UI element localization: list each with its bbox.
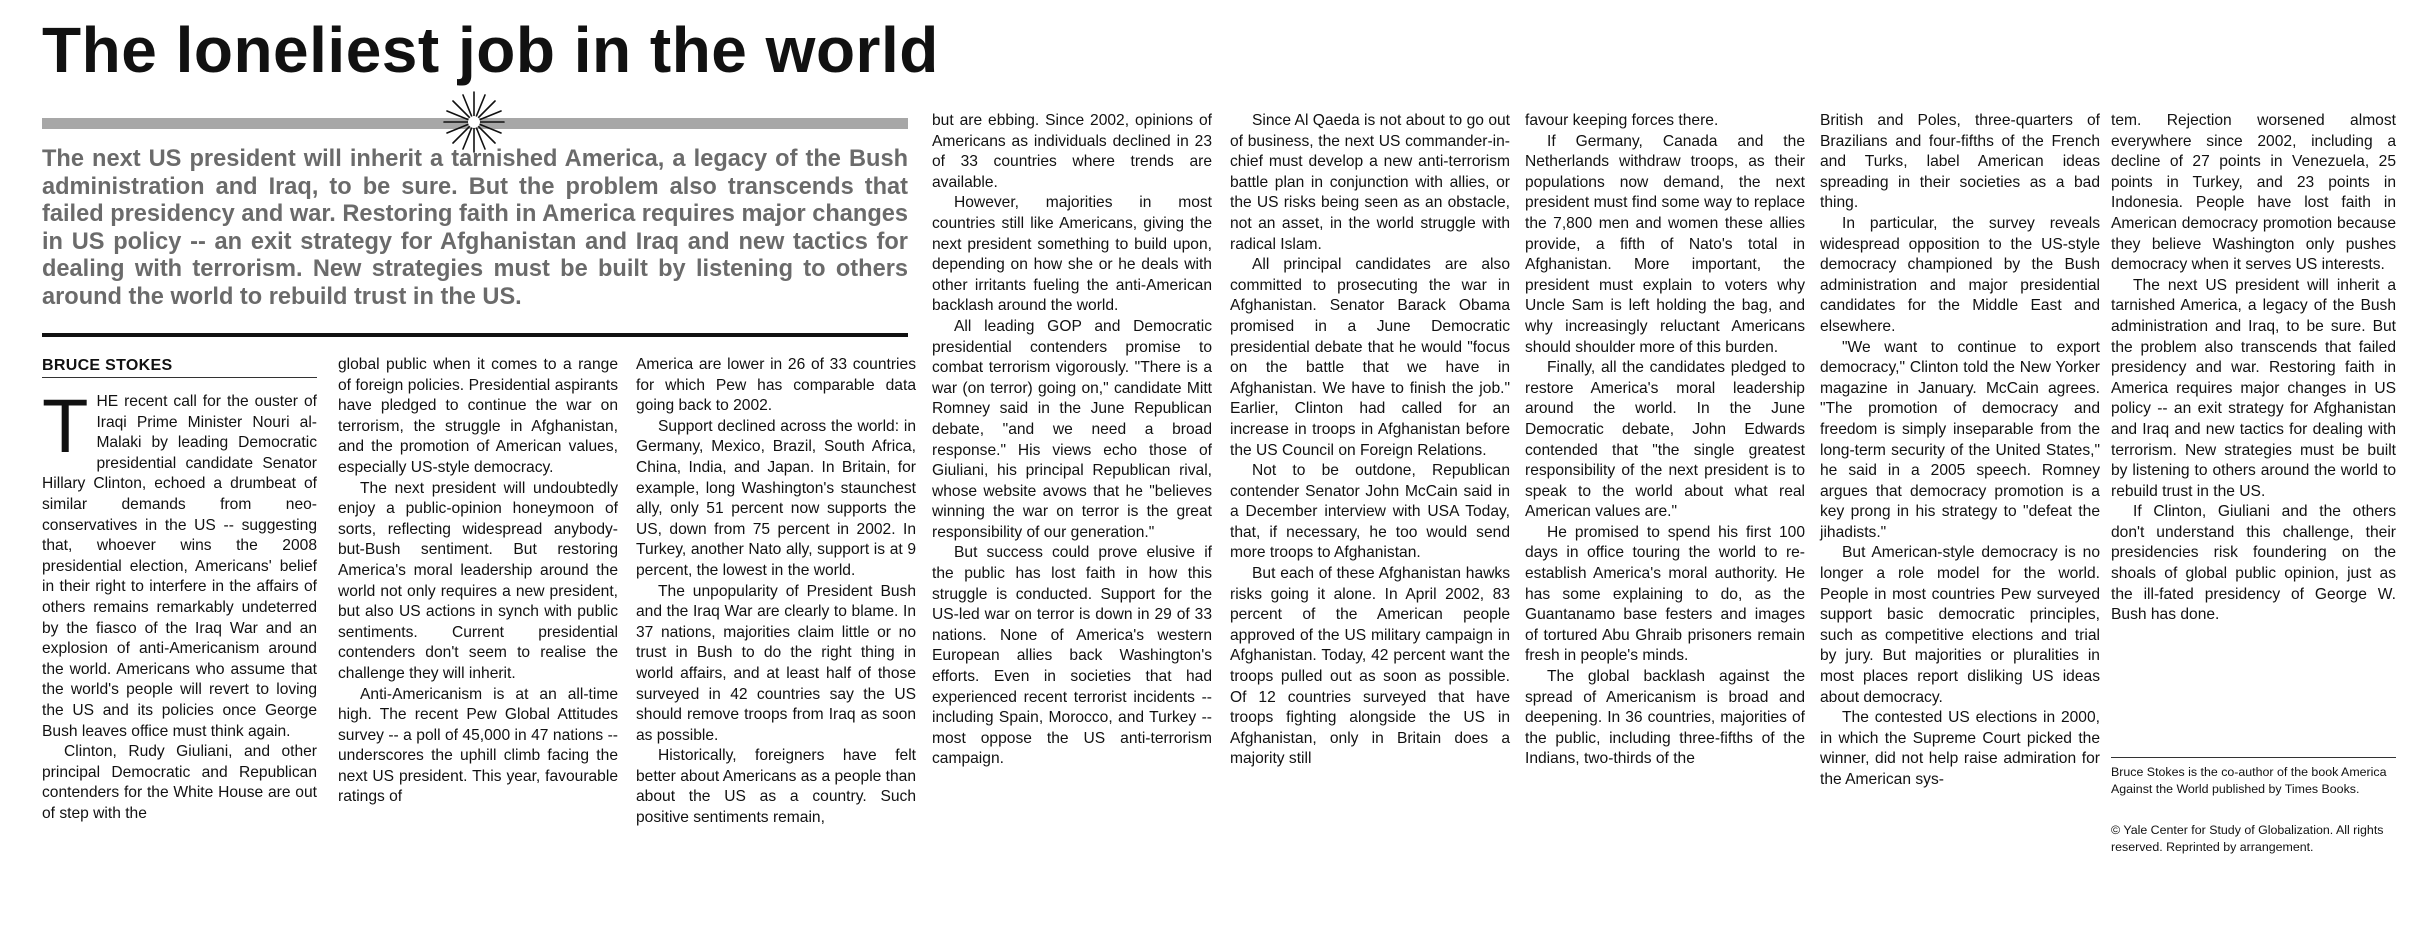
paragraph-text: The global backlash against the spread of Americanism is broad and deepening. In 36 countries, majorities of the public, including three-fifths of the Indians, two-thirds of the [1525,668,1805,768]
footnote-rule [2111,757,2396,758]
paragraph [636,582,916,747]
paragraph [1820,543,2100,708]
byline: BRUCE STOKES [42,357,173,374]
paragraph [1525,132,1805,359]
paragraph-text: tem. Rejection worsened almost everywhere since 2002, including a decline of 27 points in Venezuela, 25 points in Turkey, and 23 points in Indonesia. People have lost faith in American democracy promotion because they believe Washington only pushes democracy when it serves US interests. [2111,112,2396,274]
paragraph-text: All principal candidates are also committed to prosecuting the war in Afghanistan. Senator Barack Obama promised in a June Democratic presidential debate that he would "focus on the battle that we have in Afghanistan. We have to finish the job." Earlier, Clinton had called for an increase in troops in Afghanistan before the US Council on Foreign Relations. [1230,256,1510,459]
paragraph [1820,214,2100,338]
copyright-notice: © Yale Center for Study of Globalization. All rights reserved. Reprinted by arrangement. [2111,823,2384,854]
paragraph [1820,708,2100,790]
paragraph [1230,461,1510,564]
paragraph-text: The next US president will inherit a tarnished America, a legacy of the Bush administration and Iraq, to be sure. But the problem also transcends that failed presidency and war. Restoring faith in America requires major changes in US policy -- an exit strategy for Afghanistan and Iraq and new tactics for dealing with terrorism. New strategies must be built by listening to others around the world to rebuild trust in the US. [2111,276,2396,500]
starburst-icon [442,90,506,154]
paragraph [1525,358,1805,523]
paragraph-text: "We want to continue to export democracy," Clinton told the New Yorker magazine in January. McCain agrees. "The promotion of democracy and freedom is simply inseparable from the long-term security of the United States," he said in a 2005 speech. Romney argues that democracy promotion is a key prong in his strategy to "defeat the jihadists." [1820,338,2100,541]
article-column-1 [42,384,317,824]
paragraph-text: However, majorities in most countries still like Americans, giving the next president something to build upon, depending on how she or he deals with other irritants fueling the anti-American backlash around the world. [932,194,1212,315]
paragraph [1820,111,2100,214]
paragraph-text: but are ebbing. Since 2002, opinions of Americans as individuals declined in 23 of 33 countries where trends are available. [932,112,1212,191]
paragraph [636,417,916,582]
paragraph-text: The contested US elections in 2000, in which the Supreme Court picked the winner, did not help raise admiration for the American sys- [1820,709,2100,788]
paragraph-text: Finally, all the candidates pledged to restore America's moral leadership around the world. In the June Democratic debate, John Edwards contended that "the single greatest responsibility of the next president is to speak to the world about what real American values are." [1525,359,1805,521]
paragraph [338,355,618,479]
paragraph-text: British and Poles, three-quarters of Brazilians and four-fifths of the French and Turks, label American ideas spreading in their societies as a bad thing. [1820,112,2100,212]
paragraph-text: If Germany, Canada and the Netherlands withdraw troops, as their populations now demand, the next president must find some way to replace the 7,800 men and women these allies provide, a fifth of Nato's total in Afghanistan. More important, the president must explain to voters why Uncle Sam is left holding the bag, and why increasingly reluctant Americans should shoulder more of this burden. [1525,132,1805,356]
standfirst: The next US president will inherit a tarnished America, a legacy of the Bush administration and Iraq, to be sure. But the problem also transcends that failed presidency and war. Restoring faith in America requires major changes in US policy -- an exit strategy for Afghanistan and Iraq and new tactics for dealing with terrorism. New strategies must be built by listening to others around the world to rebuild trust in the US. [42,146,908,310]
paragraph [1525,667,1805,770]
paragraph [932,543,1212,770]
paragraph-text: All leading GOP and Democratic presidential contenders promise to combat terrorism vigorously. "There is a war (on terror) going on," candidate Mitt Romney said in the June Republican debate, "and we need a broad response." His views echo those of Giuliani, his principal Republican rival, whose website avows that he "believes winning the war on terror is the great responsibility of our generation." [932,317,1212,541]
paragraph [636,746,916,828]
paragraph-text: Anti-Americanism is at an all-time high. The recent Pew Global Attitudes survey -- a poll of 45,000 in 47 nations -- underscores the uphill climb facing the next US president. This year, favourable ratings of [338,685,618,806]
deck-rule [42,333,908,337]
paragraph [932,193,1212,317]
paragraph [1525,523,1805,667]
article-column-8 [2111,111,2396,626]
paragraph-text: The next president will undoubtedly enjoy a public-opinion honeymoon of sorts, reflecting widespread anybody-but-Bush sentiment. But restoring America's moral leadership around the world not only requires a new president, but also US actions in synch with public sentiments. Current presidential contenders don't seem to realise the challenge they will inherit. [338,479,618,682]
paragraph [1230,111,1510,255]
paragraph [1820,338,2100,544]
article-column-7 [1820,111,2100,791]
paragraph-text: Historically, foreigners have felt better about Americans as a people than about the US as a country. Such positive sentiments remain, [636,747,917,827]
paragraph [1230,564,1510,770]
paragraph-text: Support declined across the world: in Germany, Mexico, Brazil, South Africa, China, India, and Japan. In Britain, for example, long Washington's staunchest ally, only 51 percent now supports the US, down from 75 percent in 2002. In Turkey, another Nato ally, support is at 9 percent, the lowest in the world. [636,417,916,579]
drop-cap: T [42,384,89,469]
paragraph [1525,111,1805,132]
paragraph [1230,255,1510,461]
paragraph-text: global public when it comes to a range of foreign policies. Presidential aspirants have pledged to continue the war on terrorism, the struggle in Afghanistan, and the promotion of American values, especially US-style democracy. [338,356,618,476]
paragraph-text: But success could prove elusive if the public has lost faith in how this struggle is conducted. Support for the US-led war on terror is down in 29 of 33 nations. None of America's western European allies back Washington's efforts. Even in societies that had experienced recent terrorist incidents -- including Spain, Morocco, and Turkey -- most oppose the US anti-terrorism campaign. [932,544,1212,768]
paragraph [932,317,1212,544]
paragraph-text: The unpopularity of President Bush and the Iraq War are clearly to blame. In 37 nations, majorities claim little or no trust in Bush to do the right thing in world affairs, and at least half of those surveyed in 42 countries say the US should remove troops from Iraq as soon as possible. [636,582,916,744]
paragraph [636,355,916,417]
paragraph-text: favour keeping forces there. [1525,112,1719,129]
paragraph-text: In particular, the survey reveals widespread opposition to the US-style democracy championed by the Bush administration and major presidential candidates for the Middle East and elsewhere. [1820,214,2100,335]
paragraph-text: He promised to spend his first 100 days in office touring the world to re-establish America's moral authority. He has some explaining to do, as the Guantanamo base festers and images of tortured Abu Ghraib prisoners remain fresh in people's minds. [1525,523,1805,665]
paragraph-text: If Clinton, Giuliani and the others don't understand this challenge, their presidencies risk foundering on the shoals of global public opinion, just as the ill-fated presidency of George W. Bush has done. [2111,503,2396,624]
headline: The loneliest job in the world [42,14,939,86]
author-bio: Bruce Stokes is the co-author of the book America Against the World published by Times Books. [2111,765,2387,796]
paragraph-text: But American-style democracy is no longer a role model for the world. People in most countries Pew surveyed support basic democratic principles, such as competitive elections and trial by jury. But majorities or pluralities in most places report disliking US ideas about democracy. [1820,544,2100,706]
paragraph [338,479,618,685]
paragraph [2111,276,2396,503]
paragraph-text: America are lower in 26 of 33 countries for which Pew has comparable data going back to 2002. [636,356,916,415]
paragraph [2111,502,2396,626]
article-column-5 [1230,111,1510,770]
paragraph [932,111,1212,193]
article-column-4 [932,111,1212,770]
paragraph-text: Not to be outdone, Republican contender Senator John McCain said in a December interview with USA Today, that, if necessary, he too would send more troops to Afghanistan. [1230,462,1510,562]
paragraph-text: HE recent call for the ouster of Iraqi Prime Minister Nouri al-Malaki by leading Democratic presidential candidate Senator Hillary Clinton, echoed a drumbeat of similar demands from neo-conservatives in the US -- suggesting that, whoever wins the 2008 presidential election, Americans' belief in their right to interfere in the affairs of others remains remarkably undeterred by the fiasco of the Iraq War and an explosion of anti-Americanism around the world. Americans who assume that the world's people will revert to loving the US and its policies once George Bush leaves office must think again. [42,393,317,740]
paragraph-text: Clinton, Rudy Giuliani, and other principal Democratic and Republican contenders for the White House are out of step with the [42,743,317,822]
paragraph [338,685,618,809]
article-column-3 [636,355,916,829]
byline-rule [42,377,317,378]
paragraph [42,384,317,742]
paragraph [42,742,317,824]
paragraph-text: But each of these Afghanistan hawks risks going it alone. In April 2002, 83 percent of the American people approved of the US military campaign in Afghanistan. Today, 42 percent want the troops pulled out as soon as possible. Of 12 countries surveyed that have troops fighting alongside the US in Afghanistan, only in Britain does a majority still [1230,565,1510,768]
article-column-2 [338,355,618,808]
paragraph-text: Since Al Qaeda is not about to go out of business, the next US commander-in-chief must develop a new anti-terrorism battle plan in conjunction with allies, or the US risks being seen as an obstacle, not an asset, in the world struggle with radical Islam. [1230,112,1510,253]
paragraph [2111,111,2396,276]
article-column-6 [1525,111,1805,770]
